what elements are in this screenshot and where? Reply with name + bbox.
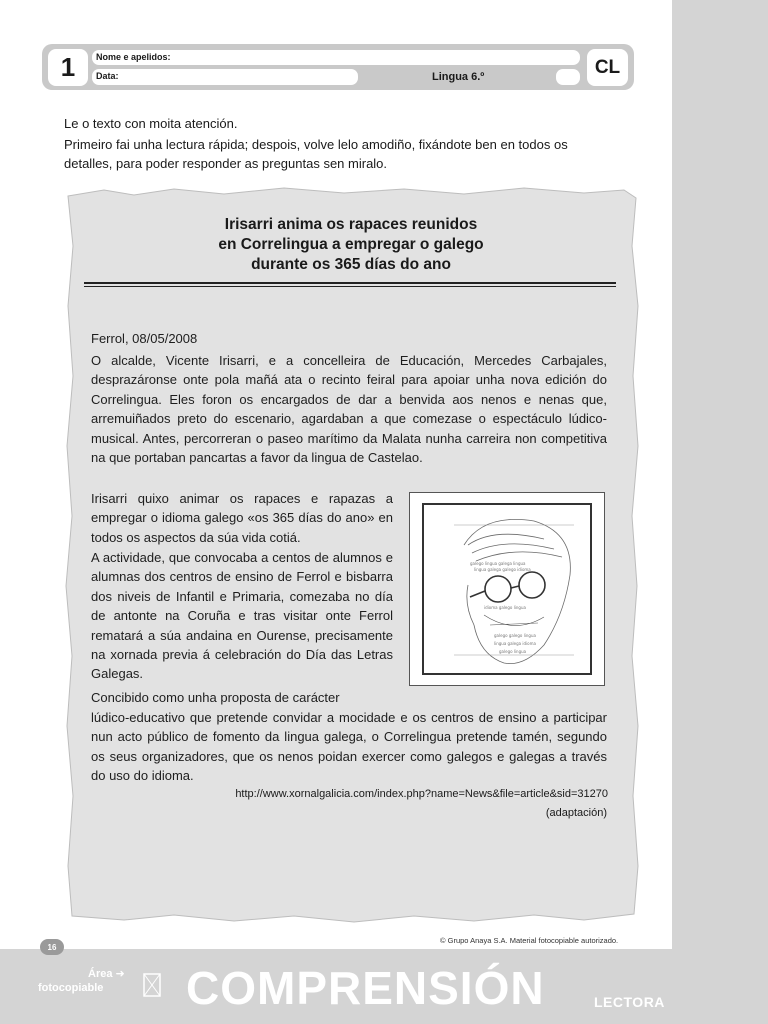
article-paragraph-4-start: Concibido como unha proposta de carácter bbox=[91, 690, 340, 705]
source-note: (adaptación) bbox=[545, 807, 607, 819]
article-title-line-1: Irisarri anima os rapaces reunidos bbox=[224, 216, 478, 233]
article-title-line-3: durante os 365 días do ano bbox=[251, 256, 451, 273]
unit-number: 1 bbox=[48, 49, 88, 86]
svg-text:lingua galega galego idioma: lingua galega galego idioma bbox=[474, 567, 531, 572]
section-title: COMPRENSIÓN bbox=[186, 962, 545, 1014]
instruction-line-1: Le o texto con moita atención. bbox=[64, 116, 238, 131]
instruction-line-2: Primeiro fai unha lectura rápida; despois, volve lelo amodiño, fixándote ben en todos os bbox=[64, 137, 568, 152]
source-url: http://www.xornalgalicia.com/index.php?name=News&file=article&sid=31270 bbox=[235, 788, 608, 800]
article-title bbox=[100, 215, 602, 275]
page-number: 16 bbox=[40, 939, 64, 955]
date-label: Data: bbox=[96, 71, 119, 81]
extra-field[interactable] bbox=[556, 69, 580, 85]
article-paragraph-4: lúdico-educativo que pretende convidar a mocidade e os centros de ensino a participar nun acto público de fomento da lingua galega, o Correlingua pretende tamén, segundo os seus organizadores, que os nenos poidan exercer como galegos e galegas a través do uso do idioma. bbox=[91, 710, 607, 784]
article-paragraph-2: Irisarri quixo animar os rapaces e rapazas a empregar o idioma galego «os 365 días do ano» en todos os aspectos da súa vida cotiá. bbox=[91, 491, 393, 545]
arrow-right-icon: ➜ bbox=[115, 968, 125, 980]
instruction-line-3: detalles, para poder responder as preguntas sen miralo. bbox=[64, 156, 388, 171]
svg-text:galego lingua galega lingua: galego lingua galega lingua bbox=[470, 561, 526, 566]
article-title-line-2: en Correlingua a empregar o galego bbox=[218, 236, 484, 253]
portrait-illustration bbox=[409, 492, 605, 686]
photocopy-box-icon bbox=[143, 973, 161, 997]
side-band bbox=[672, 0, 768, 1024]
article-paragraph-3: A actividade, que convocaba a centos de alumnos e alumnas dos centros de ensino de Ferrol e bisbarra dos niveis de Infantil e Primaria, comezaba no día de antonte na Coruña e tras visitar onte Ferrol rematará a súa andaina en Ourense, precisamente na xornada previa á celebración do Día das Letras Galegas. bbox=[91, 550, 393, 682]
title-rule-thin bbox=[84, 286, 616, 287]
area-label-2: fotocopiable bbox=[38, 982, 104, 994]
area-label-1: Área bbox=[88, 968, 113, 980]
copyright-notice: © Grupo Anaya S.A. Material fotocopiable autorizado. bbox=[440, 936, 619, 945]
date-field[interactable] bbox=[92, 69, 358, 85]
area-label bbox=[38, 967, 138, 995]
title-rule bbox=[84, 282, 616, 284]
svg-text:galego lingua: galego lingua bbox=[499, 649, 527, 654]
portrait-inner-frame bbox=[422, 503, 592, 675]
svg-text:lingua galega idioma: lingua galega idioma bbox=[494, 641, 536, 646]
svg-text:galego galego lingua: galego galego lingua bbox=[494, 633, 536, 638]
subject-code: CL bbox=[587, 49, 628, 86]
name-label: Nome e apelidos: bbox=[96, 52, 171, 62]
article-paragraph-1: O alcalde, Vicente Irisarri, e a concelleira de Educación, Mercedes Carbajales, desprazáronse onte pola mañá ata o recinto feiral para apoiar unha nova edición do Correlingua. Eles foron os encargados de dar a benvida aos nenos e nenas que, arremuiñados preto do escenario, agardaban a que comezase o espectáculo lúdico-musical. Antes, percorreran o paseo marítimo da Malata nunha carreira non competitiva na que portaban pancartas a favor da lingua de Castelao. bbox=[91, 353, 607, 466]
article-dateline: Ferrol, 08/05/2008 bbox=[91, 331, 198, 346]
svg-text:idioma galego lingua: idioma galego lingua bbox=[484, 605, 526, 610]
section-subtitle: LECTORA bbox=[594, 994, 665, 1010]
calligram-portrait-icon bbox=[424, 505, 590, 673]
grade-label: Lingua 6.º bbox=[432, 71, 485, 83]
